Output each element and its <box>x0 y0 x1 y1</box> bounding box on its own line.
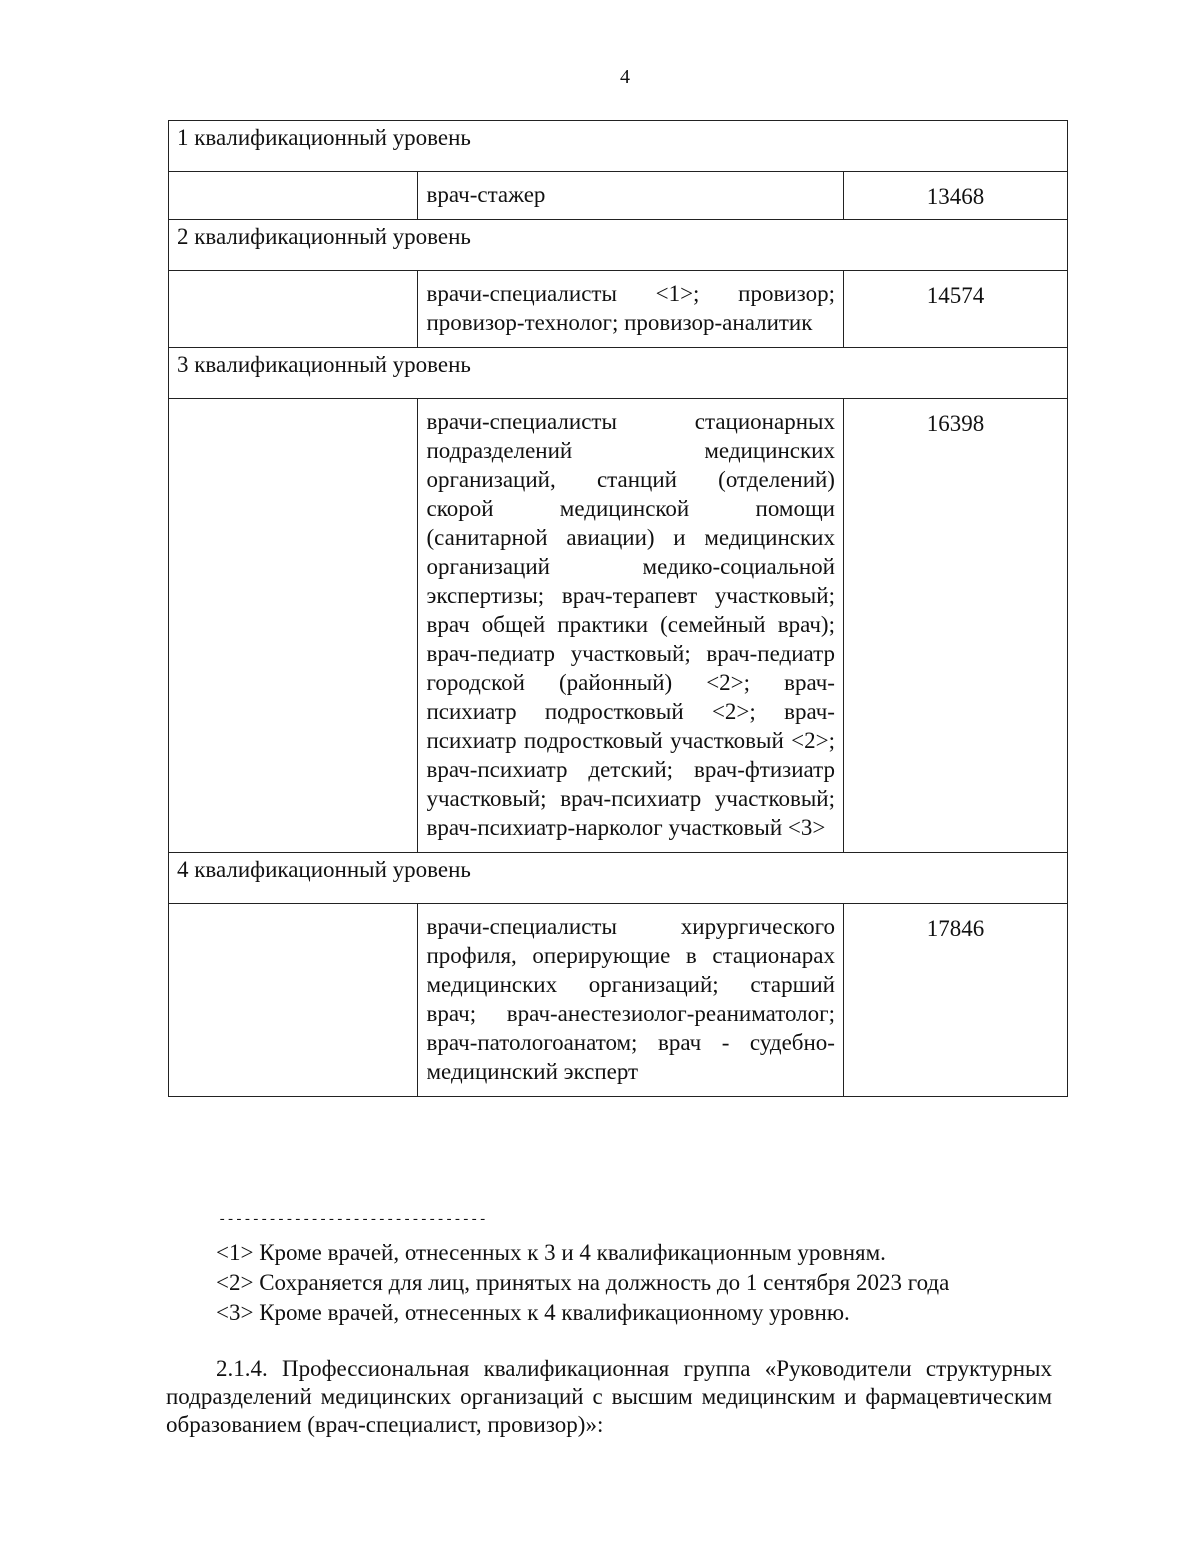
salary-cell-1: 13468 <box>843 172 1067 220</box>
table-row <box>169 904 1068 1097</box>
empty-cell <box>169 904 418 1097</box>
position-cell-3: врачи-специалисты стационарных подразделений медицинских организаций, станций (отделений) скорой медицинской помощи (санитарной авиации) и медицинских организаций медико-социальной экспертизы; врач-терапевт участковый; врач общей практики (семейный врач); врач-педиатр участковый; врач-педиатр городской (районный) <2>; врач-психиатр подростковый <2>; врач-психиатр подростковый участковый <2>; врач-психиатр детский; врач-фтизиатр участковый; врач-психиатр участковый; врач-психиатр-нарколог участковый <3> <box>418 399 843 853</box>
table-row <box>169 399 1068 853</box>
level-header-row <box>169 220 1068 271</box>
level-header-3: 3 квалификационный уровень <box>169 348 1068 399</box>
table-row <box>169 172 1068 220</box>
salary-cell-4: 17846 <box>843 904 1067 1097</box>
footnote-3: <3> Кроме врачей, отнесенных к 4 квалификационному уровню. <box>216 1300 850 1325</box>
level-header-4: 4 квалификационный уровень <box>169 853 1068 904</box>
level-header-1: 1 квалификационный уровень <box>169 121 1068 172</box>
position-cell-2: врачи-специалисты <1>; провизор; провизор-технолог; провизор-аналитик <box>418 271 843 348</box>
footnote-1: <1> Кроме врачей, отнесенных к 3 и 4 квалификационным уровням. <box>216 1240 886 1265</box>
table-row <box>169 271 1068 348</box>
salary-cell-2: 14574 <box>843 271 1067 348</box>
level-header-2: 2 квалификационный уровень <box>169 220 1068 271</box>
level-header-row <box>169 121 1068 172</box>
page-number: 4 <box>620 66 630 88</box>
empty-cell <box>169 399 418 853</box>
footnote-separator: -------------------------------- <box>218 1212 487 1228</box>
qualification-table <box>168 120 1068 1097</box>
footnote-2: <2> Сохраняется для лиц, принятых на должность до 1 сентября 2023 года <box>216 1270 950 1295</box>
section-paragraph: 2.1.4. Профессиональная квалификационная группа «Руководители структурных подразделений медицинских организаций с высшим медицинским и фармацевтическим образованием (врач-специалист, провизор)»: <box>166 1356 1052 1437</box>
empty-cell <box>169 172 418 220</box>
footnotes <box>216 1238 949 1328</box>
position-cell-4: врачи-специалисты хирургического профиля, оперирующие в стационарах медицинских организаций; старший врач; врач-анестезиолог-реаниматолог; врач-патологоанатом; врач - судебно-медицинский эксперт <box>418 904 843 1097</box>
level-header-row <box>169 348 1068 399</box>
position-cell-1: врач-стажер <box>418 172 843 220</box>
salary-cell-3: 16398 <box>843 399 1067 853</box>
level-header-row <box>169 853 1068 904</box>
empty-cell <box>169 271 418 348</box>
